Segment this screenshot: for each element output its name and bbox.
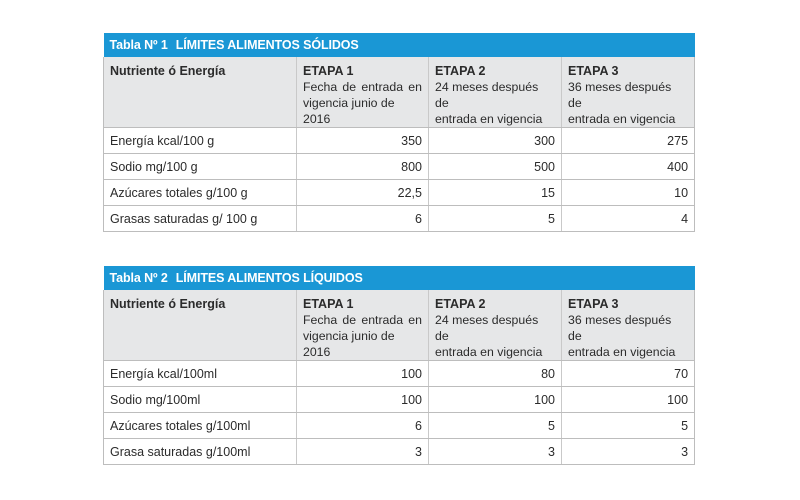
stage-name: ETAPA 3 xyxy=(568,64,619,78)
stage-desc-line1: Fecha de entrada en xyxy=(303,80,422,94)
stage-name: ETAPA 3 xyxy=(568,297,619,311)
stage-3-value: 100 xyxy=(562,387,695,413)
stage-desc-line2: vigencia junio de 2016 xyxy=(303,96,395,126)
stage-1-value: 800 xyxy=(297,154,429,180)
stage-2-value: 300 xyxy=(429,128,562,154)
stage-desc-line2: entrada en vigencia xyxy=(435,112,543,126)
table-row xyxy=(104,206,695,232)
stage-desc-line2: entrada en vigencia xyxy=(568,345,676,359)
stage-name: ETAPA 1 xyxy=(303,297,354,311)
stage-desc-line2: entrada en vigencia xyxy=(435,345,543,359)
stage-1-value: 100 xyxy=(297,361,429,387)
stage-3-value: 400 xyxy=(562,154,695,180)
row-label: Azúcares totales g/100ml xyxy=(104,413,297,439)
stage-1-value: 22,5 xyxy=(297,180,429,206)
stage-desc-line1: 24 meses después de xyxy=(435,313,539,343)
stage-desc-line1: Fecha de entrada en xyxy=(303,313,422,327)
table-row xyxy=(104,413,695,439)
stage-2-header xyxy=(429,290,562,361)
stage-3-value: 10 xyxy=(562,180,695,206)
row-label: Azúcares totales g/100 g xyxy=(104,180,297,206)
stage-2-value: 80 xyxy=(429,361,562,387)
stage-3-value: 3 xyxy=(562,439,695,465)
stage-desc-line1: 36 meses después de xyxy=(568,313,672,343)
nutrient-header: Nutriente ó Energía xyxy=(104,57,297,128)
table-number: Tabla Nº 1 xyxy=(109,38,168,52)
table-number: Tabla Nº 2 xyxy=(109,271,168,285)
stage-2-value: 5 xyxy=(429,206,562,232)
table-header-row xyxy=(104,57,695,128)
stage-2-value: 100 xyxy=(429,387,562,413)
stage-2-value: 3 xyxy=(429,439,562,465)
table-row xyxy=(104,387,695,413)
stage-3-value: 5 xyxy=(562,413,695,439)
stage-2-value: 15 xyxy=(429,180,562,206)
stage-1-value: 6 xyxy=(297,413,429,439)
stage-3-header xyxy=(562,57,695,128)
table-header-row xyxy=(104,290,695,361)
table-solid-food-limits xyxy=(103,33,695,232)
stage-3-value: 4 xyxy=(562,206,695,232)
stage-1-value: 350 xyxy=(297,128,429,154)
table-title-bar xyxy=(104,266,695,290)
stage-name: ETAPA 2 xyxy=(435,297,486,311)
row-label: Sodio mg/100ml xyxy=(104,387,297,413)
table-row xyxy=(104,154,695,180)
stage-2-header xyxy=(429,57,562,128)
nutrient-header: Nutriente ó Energía xyxy=(104,290,297,361)
stage-2-value: 5 xyxy=(429,413,562,439)
table-row xyxy=(104,180,695,206)
stage-desc-line1: 36 meses después de xyxy=(568,80,672,110)
stage-3-value: 70 xyxy=(562,361,695,387)
stage-desc-line2: entrada en vigencia xyxy=(568,112,676,126)
stage-1-header xyxy=(297,290,429,361)
row-label: Energía kcal/100 g xyxy=(104,128,297,154)
table-title xyxy=(104,33,695,57)
table-title-text: LÍMITES ALIMENTOS SÓLIDOS xyxy=(175,38,359,52)
stage-1-header xyxy=(297,57,429,128)
stage-1-value: 100 xyxy=(297,387,429,413)
stage-1-value: 6 xyxy=(297,206,429,232)
stage-desc-line1: 24 meses después de xyxy=(435,80,539,110)
stage-3-value: 275 xyxy=(562,128,695,154)
table-liquid-food-limits xyxy=(103,266,695,465)
stage-name: ETAPA 2 xyxy=(435,64,486,78)
table-row xyxy=(104,361,695,387)
stage-2-value: 500 xyxy=(429,154,562,180)
stage-3-header xyxy=(562,290,695,361)
row-label: Grasas saturadas g/ 100 g xyxy=(104,206,297,232)
row-label: Sodio mg/100 g xyxy=(104,154,297,180)
stage-desc-line2: vigencia junio de 2016 xyxy=(303,329,395,359)
table-row xyxy=(104,128,695,154)
table-title-bar xyxy=(104,33,695,57)
stage-name: ETAPA 1 xyxy=(303,64,354,78)
row-label: Energía kcal/100ml xyxy=(104,361,297,387)
stage-1-value: 3 xyxy=(297,439,429,465)
table-title xyxy=(104,266,695,290)
table-title-text: LÍMITES ALIMENTOS LÍQUIDOS xyxy=(175,271,363,285)
row-label: Grasa saturadas g/100ml xyxy=(104,439,297,465)
table-row xyxy=(104,439,695,465)
